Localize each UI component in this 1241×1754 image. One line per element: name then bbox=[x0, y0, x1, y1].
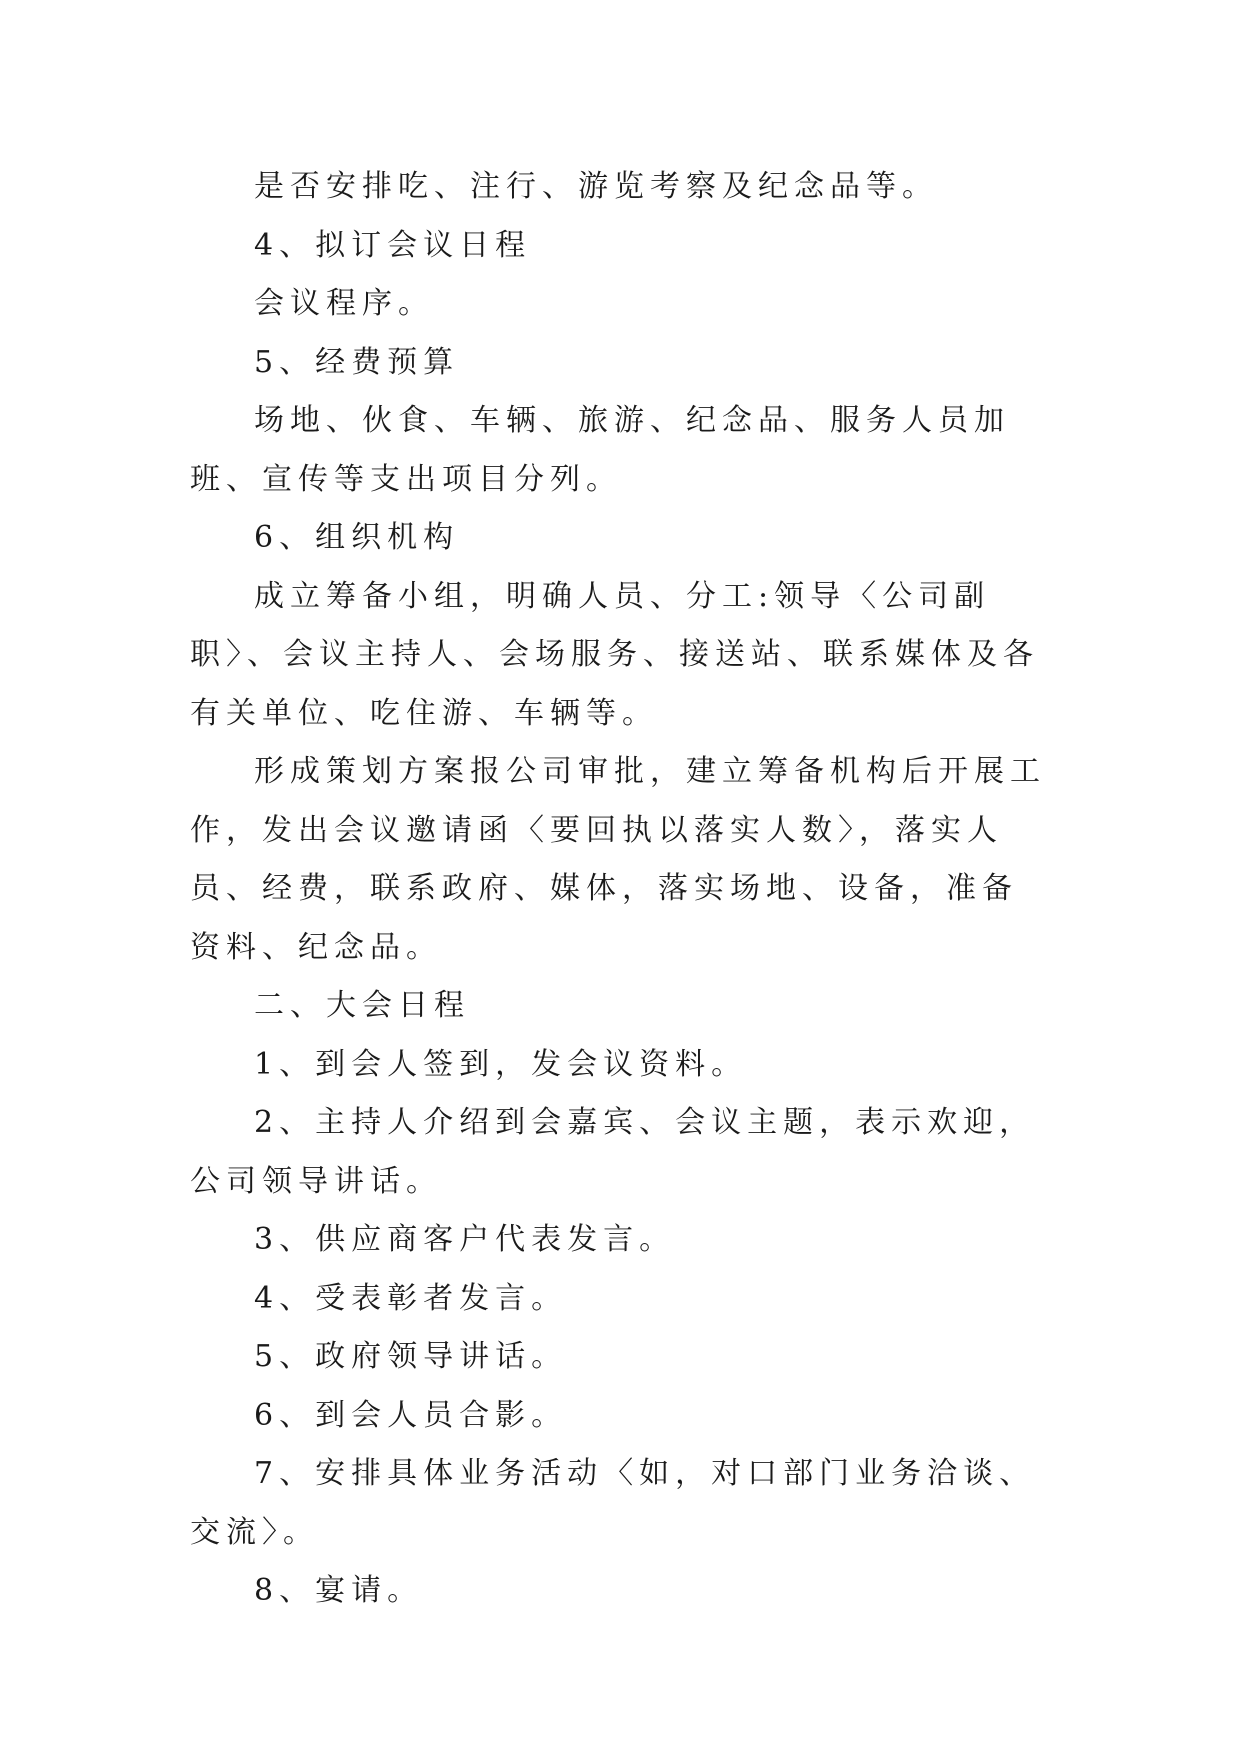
list-item-host-intro: 2、主持人介绍到会嘉宾、会议主题，表示欢迎，公司领导讲话。 bbox=[190, 1105, 1036, 1199]
paragraph-budget-items: 场地、伙食、车辆、旅游、纪念品、服务人员加班、宣传等支出项目分列。 bbox=[190, 403, 1010, 497]
heading-conference-schedule: 二、大会日程 bbox=[254, 988, 470, 1023]
list-item-awardee-speech: 4、受表彰者发言。 bbox=[254, 1280, 568, 1316]
list-item-banquet: 8、宴请。 bbox=[254, 1573, 424, 1608]
heading-organization: 6、组织机构 bbox=[254, 520, 460, 555]
list-item-group-photo: 6、到会人员合影。 bbox=[254, 1397, 568, 1433]
paragraph-preparatory-group: 成立筹备小组，明确人员、分工:领导〈公司副职〉、会议主持人、会场服务、接送站、联系媒体及各有关单位、吃住游、车辆等。 bbox=[190, 578, 1039, 731]
paragraph-meeting-procedure: 会议程序。 bbox=[254, 286, 434, 321]
list-item-government-speech: 5、政府领导讲话。 bbox=[254, 1339, 568, 1374]
list-item-business-activities: 7、安排具体业务活动〈如，对口部门业务洽谈、交流〉。 bbox=[190, 1456, 1036, 1550]
paragraph-arrangements: 是否安排吃、注行、游览考察及纪念品等。 bbox=[254, 169, 938, 204]
heading-budget: 5、经费预算 bbox=[254, 344, 460, 380]
list-item-check-in: 1、到会人签到，发会议资料。 bbox=[254, 1046, 748, 1082]
heading-agenda-drafting: 4、拟订会议日程 bbox=[254, 227, 532, 263]
document-body bbox=[190, 158, 1050, 1621]
list-item-supplier-speech: 3、供应商客户代表发言。 bbox=[254, 1222, 676, 1257]
paragraph-plan-approval: 形成策划方案报公司审批，建立筹备机构后开展工作，发出会议邀请函〈要回执以落实人数〉，落实人员、经费，联系政府、媒体，落实场地、设备，准备资料、纪念品。 bbox=[190, 754, 1046, 965]
